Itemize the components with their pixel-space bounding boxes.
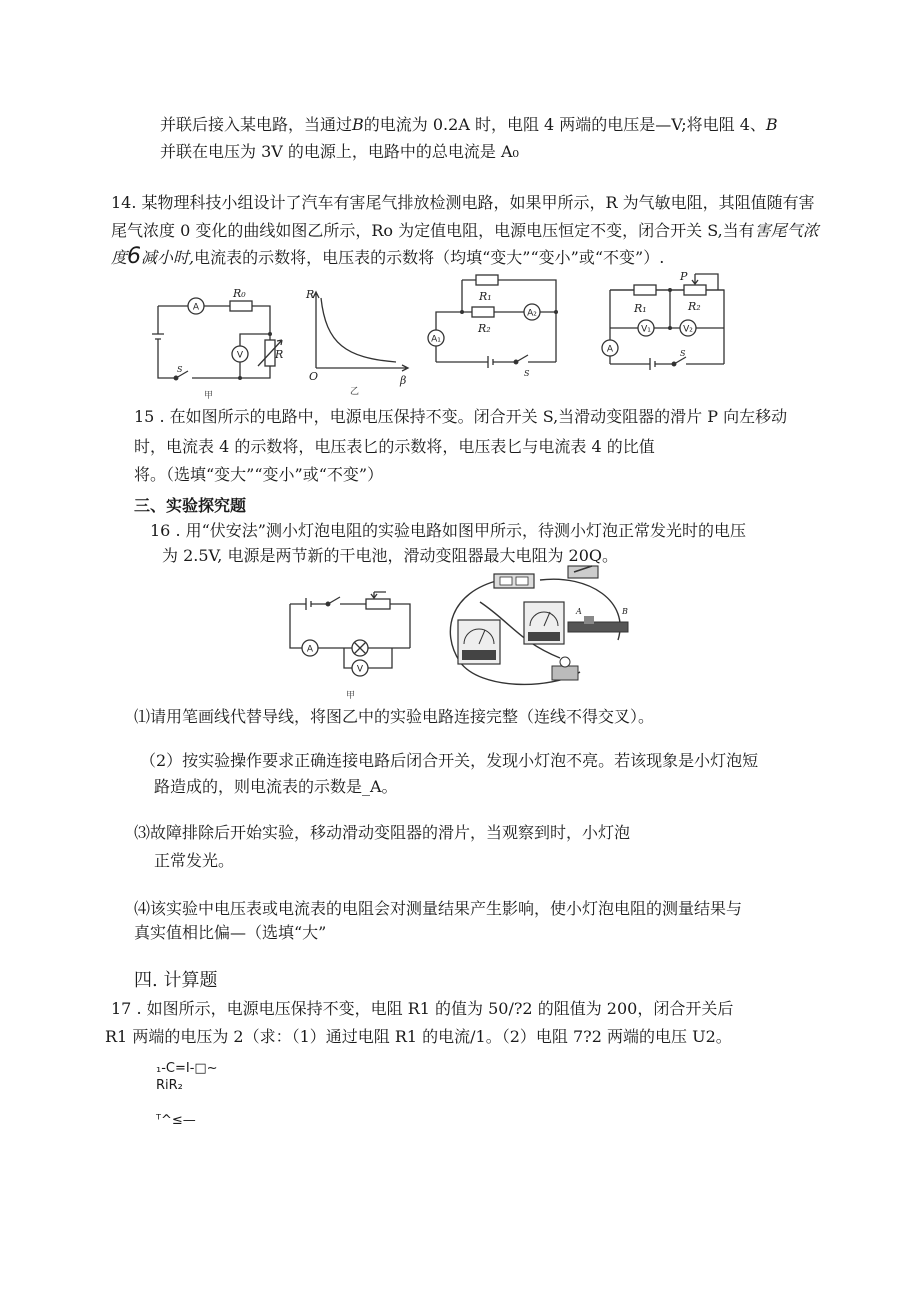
q16-sub-1: ⑴请用笔画线代替导线，将图乙中的实验电路连接完整（连线不得交叉）。 xyxy=(134,707,655,726)
label-s: S xyxy=(524,369,530,378)
q16-sub-3-line-2: 正常发光。 xyxy=(154,851,235,870)
q15-line-1: 15 . 在如图所示的电路中，电源电压保持不变。闭合开关 S,当滑动变阻器的滑片 P 向左移动 xyxy=(134,407,788,426)
q17-figure-ocr-1: ₁-C=I-□~ xyxy=(156,1061,218,1076)
meter-v2: V₂ xyxy=(683,324,693,335)
section-3-title: 三、实验探究题 xyxy=(134,496,247,515)
q15-line-3: 将。（选填“变大”“变小”或“不变”） xyxy=(134,465,384,484)
meter-a1: A₁ xyxy=(431,334,441,345)
label-r1: R₁ xyxy=(479,290,492,303)
meter-a: A xyxy=(192,302,200,313)
q17-figure-ocr-3: ᵀ^≤— xyxy=(156,1113,196,1128)
q16-line-2: 为 2.5V, 电源是两节新的干电池，滑动变阻器最大电阻为 20Q。 xyxy=(162,546,619,565)
q14-line-1: 14. 某物理科技小组设计了汽车有害尾气排放检测电路，如果甲所示，R 为气敏电阻，其阻值随有害 xyxy=(111,193,815,212)
q15-line-2: 时，电流表 4 的示数将，电压表匕的示数将，电压表匕与电流表 4 的比值 xyxy=(134,437,655,456)
q17-figure-ocr-2: RiR₂ xyxy=(156,1078,183,1093)
q16-sub-2-line-2: 路造成的，则电流表的示数是_A。 xyxy=(154,777,398,796)
caption-jia: 甲 xyxy=(204,391,214,400)
q16-sub-2-line-1: （2）按实验操作要求正确连接电路后闭合开关，发现小灯泡不亮。若该现象是小灯泡短 xyxy=(140,751,759,770)
label-s: S xyxy=(177,365,183,374)
meter-v: V xyxy=(236,350,244,361)
label-r1: R₁ xyxy=(634,302,647,315)
axis-x-label: β xyxy=(400,374,407,387)
q16-figure-apparatus xyxy=(440,562,636,694)
meter-v1: V₁ xyxy=(641,324,651,335)
q17-line-2: R1 两端的电压为 2（求：（1）通过电阻 R1 的电流/1。（2）电阻 7?2 两端的电压 U2。 xyxy=(105,1027,732,1046)
pin-a-label: A xyxy=(576,607,582,616)
label-p: P xyxy=(680,270,688,283)
label-r2: R₂ xyxy=(478,322,491,335)
label-s: S xyxy=(680,349,686,358)
q16-line-1: 16 . 用“伏安法”测小灯泡电阻的实验电路如图甲所示，待测小灯泡正常发光时的电压 xyxy=(150,521,746,540)
q14-figure-jia xyxy=(148,282,286,400)
meter-a2: A₂ xyxy=(527,308,537,319)
caption-jia: 甲 xyxy=(346,691,356,701)
origin-label: O xyxy=(309,370,319,383)
label-r2: R₂ xyxy=(688,300,701,313)
q15-figure-rheostat xyxy=(594,268,734,378)
continuation-line-2: 并联在电压为 3V 的电源上，电路中的总电流是 A₀ xyxy=(160,142,519,161)
label-r: R xyxy=(275,348,284,361)
q15-figure-parallel xyxy=(426,270,566,378)
label-r0: R₀ xyxy=(233,287,246,300)
section-4-title: 四. 计算题 xyxy=(134,970,218,991)
q14-line-2: 尾气浓度 0 变化的曲线如图乙所示，Ro 为定值电阻，电源电压恒定不变，闭合开关 S,当有害尾气浓 xyxy=(111,221,819,240)
q16-figure-jia xyxy=(282,582,422,702)
caption-yi: 乙 xyxy=(350,387,360,397)
pin-b-label: B xyxy=(622,607,628,616)
axis-y-label: R xyxy=(306,288,315,301)
q14-line-3: 度6减小时,电流表的示数将，电压表的示数将（均填“变大”“变小”或“不变”）. xyxy=(111,244,665,269)
q16-sub-4-line-1: ⑷该实验中电压表或电流表的电阻会对测量结果产生影响，使小灯泡电阻的测量结果与 xyxy=(134,899,743,918)
meter-a: A xyxy=(306,644,314,655)
q16-sub-3-line-1: ⑶故障排除后开始实验，移动滑动变阻器的滑片，当观察到时，小灯泡 xyxy=(134,823,631,842)
meter-v: V xyxy=(356,664,364,675)
continuation-line-1: 并联后接入某电路，当通过B的电流为 0.2A 时，电阻 4 两端的电压是—V;将电阻 4、B xyxy=(160,115,778,134)
meter-a: A xyxy=(606,344,614,355)
q17-line-1: 17 . 如图所示，电源电压保持不变，电阻 R1 的值为 50/?2 的阻值为 200，闭合开关后 xyxy=(111,999,734,1018)
q14-figure-yi xyxy=(300,282,414,400)
q16-sub-4-line-2: 真实值相比偏—（选填“大” xyxy=(134,923,327,942)
